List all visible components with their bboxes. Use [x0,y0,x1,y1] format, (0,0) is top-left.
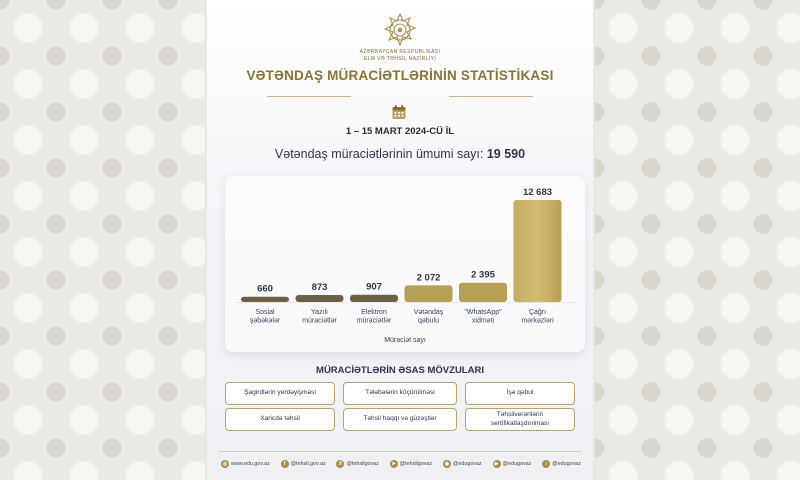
facebook-icon: f [281,460,289,468]
calendar-icon [391,104,407,120]
topic-item: İşə qəbul [465,382,575,405]
social-link-text: @edugovaz [452,461,482,467]
total-requests [207,147,593,161]
chart-bar [405,285,453,302]
social-link[interactable] [443,460,482,468]
social-link[interactable] [493,460,532,468]
chart-bar [296,295,344,302]
category-label: mərkəzləri [521,317,554,325]
ministry-emblem-icon [382,12,418,48]
title-divider-left [267,96,351,97]
chart-panel [225,176,585,352]
bar-value-label: 2 395 [471,269,495,281]
social-link-text: @edugovaz [552,461,581,467]
x-axis-label: Müraciət sayı [384,337,426,344]
social-link-text: www.edu.gov.az [231,461,270,467]
bar-value-label: 873 [311,281,328,293]
report-period: 1 – 15 MART 2024-CÜ İL [345,126,455,137]
title-divider-right [449,96,533,97]
total-label: Vətəndaş müraciətlərinin ümumi sayı: [274,147,484,161]
social-link[interactable] [390,460,432,468]
telegram-icon: ➤ [391,461,396,467]
page-title: VƏTƏNDAŞ MÜRACİƏTLƏRİNİN STATİSTİKASI [246,68,554,83]
ministry-name-line1: AZƏRBAYCAN RESPUBLİKASI [359,49,441,55]
topic-item: Şagirdlərin yerdəyişməsi [225,382,335,405]
chart-bar [350,295,398,302]
category-label: xidməti [471,317,495,325]
category-label: Elektron [361,309,387,316]
category-label: qəbulu [417,317,440,325]
footer-divider [219,451,581,452]
social-link[interactable] [336,460,378,468]
total-value: 19 590 [486,147,526,161]
category-label: şəbəkələr [249,317,281,325]
chart-bar [514,200,562,302]
category-label: Sosial [255,309,275,316]
bar-value-label: 12 683 [522,187,553,198]
social-link-text: @edugovaz [502,461,532,467]
category-label: Vətəndaş [413,309,444,316]
youtube-icon: ▶ [493,460,501,468]
requests-bar-chart [225,176,585,352]
infographic-card [207,0,593,480]
social-link-text: @tehsil.gov.az [290,461,326,467]
social-links [221,458,581,470]
category-label: "WhatsApp" [464,309,502,316]
social-link-text: @tehsilgovaz [399,461,433,467]
chart-bar [241,297,289,302]
topic-item: Təhsilverənlərin sertifikatlaşdırılması [465,408,575,431]
category-label: müraciətlər [302,317,337,325]
social-link-text: @tehsilgovaz [346,461,379,467]
globe-icon: ◎ [222,461,228,467]
background-pattern-right [595,0,800,480]
category-label: Çağrı [528,309,547,316]
social-link[interactable] [281,460,326,468]
topic-item: Təhsil haqqı və güzəştlər [343,408,457,431]
bar-value-label: 907 [366,281,382,293]
topics-title: MÜRACİƏTLƏRİN ƏSAS MÖVZULARI [316,365,484,376]
instagram-icon: ◉ [444,461,450,467]
topic-item: Xaricdə təhsil [225,408,335,431]
bar-value-label: 660 [257,283,273,295]
x-icon: X [336,460,344,468]
background-pattern-left [0,0,205,480]
category-label: müraciətlər [356,317,392,325]
social-link[interactable] [542,460,581,468]
topic-item: Tələbələrin köçürülməsi [343,382,457,405]
social-link[interactable] [221,460,270,468]
bar-value-label: 2 072 [416,272,441,284]
category-label: Yazılı [311,309,328,316]
ministry-name-line2: ELM VƏ TƏHSİL NAZİRLİYİ [363,56,437,62]
chart-bar [459,283,507,302]
tiktok-icon: ♪ [542,460,550,468]
